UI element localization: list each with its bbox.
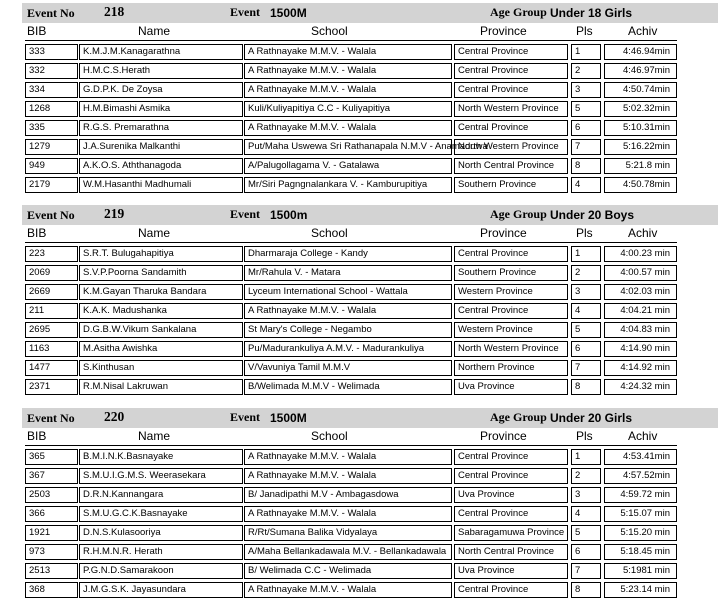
column-header-pls: Pls bbox=[576, 226, 593, 240]
cell-name: B.M.I.N.K.Basnayake bbox=[79, 449, 243, 465]
cell-school: R/Rt/Sumana Balika Vidyalaya bbox=[244, 525, 452, 541]
event-distance: 1500M bbox=[270, 6, 307, 20]
column-headers bbox=[0, 226, 718, 241]
table-row bbox=[0, 44, 718, 63]
table-row bbox=[0, 246, 718, 265]
cell-province: Central Province bbox=[454, 449, 568, 465]
cell-school: A Rathnayake M.M.V. - Walala bbox=[244, 63, 452, 79]
table-row bbox=[0, 341, 718, 360]
cell-bib: 368 bbox=[25, 582, 78, 598]
cell-bib: 223 bbox=[25, 246, 78, 262]
cell-province: Sabaragamuwa Province bbox=[454, 525, 568, 541]
cell-bib: 332 bbox=[25, 63, 78, 79]
column-header-bib: BIB bbox=[27, 226, 47, 240]
cell-achiv: 5:21.8 min bbox=[604, 158, 677, 174]
cell-bib: 1921 bbox=[25, 525, 78, 541]
cell-bib: 1279 bbox=[25, 139, 78, 155]
cell-achiv: 4:04.21 min bbox=[604, 303, 677, 319]
cell-name: S.M.U.I.G.M.S. Weerasekara bbox=[79, 468, 243, 484]
cell-bib: 366 bbox=[25, 506, 78, 522]
cell-achiv: 4:14.92 min bbox=[604, 360, 677, 376]
column-header-name: Name bbox=[138, 226, 171, 240]
event-header bbox=[22, 3, 718, 23]
cell-province: Southern Province bbox=[454, 265, 568, 281]
cell-province: Southern Province bbox=[454, 177, 568, 193]
column-header-school: School bbox=[311, 24, 348, 38]
cell-pl: 6 bbox=[571, 544, 601, 560]
cell-pl: 6 bbox=[571, 341, 601, 357]
cell-school: A Rathnayake M.M.V. - Walala bbox=[244, 506, 452, 522]
event-label: Event bbox=[230, 207, 260, 221]
cell-pl: 3 bbox=[571, 82, 601, 98]
cell-province: Uva Province bbox=[454, 379, 568, 395]
cell-school: Pu/Madurankuliya A.M.V. - Madurankuliya bbox=[244, 341, 452, 357]
cell-bib: 367 bbox=[25, 468, 78, 484]
age-group-value: Under 20 Boys bbox=[550, 208, 635, 222]
table-row bbox=[0, 449, 718, 468]
cell-province: North Western Province bbox=[454, 101, 568, 117]
column-header-achiv: Achiv bbox=[628, 24, 658, 38]
table-row bbox=[0, 139, 718, 158]
cell-school: A Rathnayake M.M.V. - Walala bbox=[244, 303, 452, 319]
cell-bib: 335 bbox=[25, 120, 78, 136]
column-header-pls: Pls bbox=[576, 24, 593, 38]
cell-pl: 1 bbox=[571, 246, 601, 262]
cell-school: A Rathnayake M.M.V. - Walala bbox=[244, 120, 452, 136]
cell-province: North Western Province bbox=[454, 139, 568, 155]
cell-province: North Central Province bbox=[454, 158, 568, 174]
cell-bib: 1477 bbox=[25, 360, 78, 376]
cell-achiv: 4:14.90 min bbox=[604, 341, 677, 357]
cell-name: R.G.S. Premarathna bbox=[79, 120, 243, 136]
cell-name: H.M.Bimashi Asmika bbox=[79, 101, 243, 117]
cell-achiv: 5:18.45 min bbox=[604, 544, 677, 560]
cell-achiv: 5:23.14 min bbox=[604, 582, 677, 598]
table-row bbox=[0, 303, 718, 322]
cell-school: Kuli/Kuliyapitiya C.C - Kuliyapitiya bbox=[244, 101, 452, 117]
cell-pl: 8 bbox=[571, 379, 601, 395]
column-header-name: Name bbox=[138, 429, 171, 443]
cell-school: St Mary's College - Negambo bbox=[244, 322, 452, 338]
header-divider bbox=[25, 445, 677, 446]
table-row bbox=[0, 582, 718, 601]
table-row bbox=[0, 265, 718, 284]
cell-name: S.Kinthusan bbox=[79, 360, 243, 376]
cell-bib: 333 bbox=[25, 44, 78, 60]
column-header-school: School bbox=[311, 226, 348, 240]
cell-pl: 8 bbox=[571, 158, 601, 174]
cell-name: K.A.K. Madushanka bbox=[79, 303, 243, 319]
table-row bbox=[0, 82, 718, 101]
cell-bib: 2695 bbox=[25, 322, 78, 338]
cell-name: D.R.N.Kannangara bbox=[79, 487, 243, 503]
cell-achiv: 4:00.23 min bbox=[604, 246, 677, 262]
cell-school: A Rathnayake M.M.V. - Walala bbox=[244, 449, 452, 465]
cell-school: A Rathnayake M.M.V. - Walala bbox=[244, 582, 452, 598]
event-distance: 1500M bbox=[270, 411, 307, 425]
cell-school: Dharmaraja College - Kandy bbox=[244, 246, 452, 262]
table-row bbox=[0, 487, 718, 506]
cell-name: S.M.U.G.C.K.Basnayake bbox=[79, 506, 243, 522]
table-row bbox=[0, 360, 718, 379]
event-no-label: Event No bbox=[27, 208, 75, 222]
cell-province: Central Province bbox=[454, 582, 568, 598]
cell-achiv: 4:04.83 min bbox=[604, 322, 677, 338]
cell-school: A Rathnayake M.M.V. - Walala bbox=[244, 82, 452, 98]
table-row bbox=[0, 379, 718, 398]
cell-name: G.D.P.K. De Zoysa bbox=[79, 82, 243, 98]
column-header-achiv: Achiv bbox=[628, 429, 658, 443]
cell-pl: 4 bbox=[571, 177, 601, 193]
cell-achiv: 4:50.74min bbox=[604, 82, 677, 98]
cell-school: A/Maha Bellankadawala M.V. - Bellankadawala bbox=[244, 544, 452, 560]
table-row bbox=[0, 158, 718, 177]
cell-pl: 3 bbox=[571, 487, 601, 503]
cell-achiv: 4:59.72 min bbox=[604, 487, 677, 503]
cell-name: W.M.Hasanthi Madhumali bbox=[79, 177, 243, 193]
cell-bib: 334 bbox=[25, 82, 78, 98]
column-header-school: School bbox=[311, 429, 348, 443]
cell-pl: 5 bbox=[571, 101, 601, 117]
cell-pl: 8 bbox=[571, 582, 601, 598]
cell-pl: 4 bbox=[571, 303, 601, 319]
cell-name: P.G.N.D.Samarakoon bbox=[79, 563, 243, 579]
table-row bbox=[0, 506, 718, 525]
cell-pl: 7 bbox=[571, 139, 601, 155]
cell-province: North Central Province bbox=[454, 544, 568, 560]
cell-pl: 2 bbox=[571, 468, 601, 484]
table-row bbox=[0, 284, 718, 303]
table-row bbox=[0, 101, 718, 120]
cell-name: K.M.Gayan Tharuka Bandara bbox=[79, 284, 243, 300]
cell-province: Central Province bbox=[454, 82, 568, 98]
cell-bib: 2669 bbox=[25, 284, 78, 300]
cell-name: R.H.M.N.R. Herath bbox=[79, 544, 243, 560]
cell-school: V/Vavuniya Tamil M.M.V bbox=[244, 360, 452, 376]
cell-achiv: 5:15.07 min bbox=[604, 506, 677, 522]
event-number: 220 bbox=[104, 409, 125, 424]
cell-bib: 2069 bbox=[25, 265, 78, 281]
event-no-label: Event No bbox=[27, 411, 75, 425]
cell-province: Western Province bbox=[454, 322, 568, 338]
cell-school: Lyceum International School - Wattala bbox=[244, 284, 452, 300]
cell-name: D.N.S.Kulasooriya bbox=[79, 525, 243, 541]
cell-bib: 365 bbox=[25, 449, 78, 465]
column-header-province: Province bbox=[480, 429, 527, 443]
column-headers bbox=[0, 429, 718, 444]
cell-pl: 5 bbox=[571, 322, 601, 338]
cell-pl: 2 bbox=[571, 265, 601, 281]
table-row bbox=[0, 525, 718, 544]
cell-achiv: 4:57.52min bbox=[604, 468, 677, 484]
cell-pl: 1 bbox=[571, 44, 601, 60]
column-headers bbox=[0, 24, 718, 39]
cell-pl: 4 bbox=[571, 506, 601, 522]
age-group-label: Age Group bbox=[490, 207, 547, 221]
cell-pl: 6 bbox=[571, 120, 601, 136]
cell-achiv: 4:50.78min bbox=[604, 177, 677, 193]
cell-achiv: 4:46.94min bbox=[604, 44, 677, 60]
cell-school: A Rathnayake M.M.V. - Walala bbox=[244, 468, 452, 484]
event-distance: 1500m bbox=[270, 208, 308, 222]
cell-achiv: 5:15.20 min bbox=[604, 525, 677, 541]
cell-bib: 2179 bbox=[25, 177, 78, 193]
cell-achiv: 5:02.32min bbox=[604, 101, 677, 117]
cell-bib: 1268 bbox=[25, 101, 78, 117]
cell-pl: 3 bbox=[571, 284, 601, 300]
cell-name: S.R.T. Bulugahapitiya bbox=[79, 246, 243, 262]
event-number: 218 bbox=[104, 4, 125, 19]
cell-school: A/Palugollagama V. - Gatalawa bbox=[244, 158, 452, 174]
cell-name: S.V.P.Poorna Sandamith bbox=[79, 265, 243, 281]
cell-bib: 1163 bbox=[25, 341, 78, 357]
event-label: Event bbox=[230, 410, 260, 424]
column-header-achiv: Achiv bbox=[628, 226, 658, 240]
cell-school: Put/Maha Uswewa Sri Rathanapala N.M.V - Anamaduwa bbox=[244, 139, 452, 155]
age-group-label: Age Group bbox=[490, 410, 547, 424]
cell-province: Central Province bbox=[454, 468, 568, 484]
cell-achiv: 4:24.32 min bbox=[604, 379, 677, 395]
event-header bbox=[22, 408, 718, 428]
cell-name: J.A.Surenika Malkanthi bbox=[79, 139, 243, 155]
cell-name: H.M.C.S.Herath bbox=[79, 63, 243, 79]
age-group-label: Age Group bbox=[490, 5, 547, 19]
cell-province: Uva Province bbox=[454, 487, 568, 503]
column-header-pls: Pls bbox=[576, 429, 593, 443]
cell-province: Central Province bbox=[454, 120, 568, 136]
cell-province: North Western Province bbox=[454, 341, 568, 357]
table-row bbox=[0, 120, 718, 139]
cell-bib: 2371 bbox=[25, 379, 78, 395]
event-label: Event bbox=[230, 5, 260, 19]
header-divider bbox=[25, 40, 677, 41]
event-no-label: Event No bbox=[27, 6, 75, 20]
event-header bbox=[22, 205, 718, 225]
cell-school: B/ Janadipathi M.V - Ambagasdowa bbox=[244, 487, 452, 503]
cell-name: K.M.J.M.Kanagarathna bbox=[79, 44, 243, 60]
cell-name: M.Asitha Awishka bbox=[79, 341, 243, 357]
cell-achiv: 5:10.31min bbox=[604, 120, 677, 136]
column-header-bib: BIB bbox=[27, 24, 47, 38]
column-header-province: Province bbox=[480, 24, 527, 38]
age-group-value: Under 20 Girls bbox=[550, 411, 633, 425]
cell-school: Mr/Siri Pagngnalankara V. - Kamburupitiya bbox=[244, 177, 452, 193]
cell-name: D.G.B.W.Vikum Sankalana bbox=[79, 322, 243, 338]
cell-province: Central Province bbox=[454, 63, 568, 79]
cell-pl: 7 bbox=[571, 360, 601, 376]
cell-province: Central Province bbox=[454, 506, 568, 522]
cell-bib: 973 bbox=[25, 544, 78, 560]
table-row bbox=[0, 468, 718, 487]
cell-pl: 5 bbox=[571, 525, 601, 541]
cell-name: J.M.G.S.K. Jayasundara bbox=[79, 582, 243, 598]
table-row bbox=[0, 177, 718, 196]
cell-bib: 949 bbox=[25, 158, 78, 174]
age-group-value: Under 18 Girls bbox=[550, 6, 633, 20]
table-row bbox=[0, 63, 718, 82]
header-divider bbox=[25, 242, 677, 243]
column-header-name: Name bbox=[138, 24, 171, 38]
cell-name: A.K.O.S. Aththanagoda bbox=[79, 158, 243, 174]
cell-pl: 2 bbox=[571, 63, 601, 79]
cell-achiv: 5:16.22min bbox=[604, 139, 677, 155]
table-row bbox=[0, 563, 718, 582]
event-number: 219 bbox=[104, 206, 125, 221]
cell-province: Central Province bbox=[454, 246, 568, 262]
cell-province: Central Province bbox=[454, 44, 568, 60]
cell-achiv: 4:46.97min bbox=[604, 63, 677, 79]
cell-bib: 211 bbox=[25, 303, 78, 319]
cell-name: R.M.Nisal Lakruwan bbox=[79, 379, 243, 395]
cell-bib: 2503 bbox=[25, 487, 78, 503]
column-header-bib: BIB bbox=[27, 429, 47, 443]
cell-school: A Rathnayake M.M.V. - Walala bbox=[244, 44, 452, 60]
cell-pl: 7 bbox=[571, 563, 601, 579]
cell-achiv: 5:1981 min bbox=[604, 563, 677, 579]
cell-province: Central Province bbox=[454, 303, 568, 319]
cell-achiv: 4:02.03 min bbox=[604, 284, 677, 300]
cell-achiv: 4:53.41min bbox=[604, 449, 677, 465]
column-header-province: Province bbox=[480, 226, 527, 240]
cell-school: B/ Welimada C.C - Welimada bbox=[244, 563, 452, 579]
table-row bbox=[0, 322, 718, 341]
cell-province: Uva Province bbox=[454, 563, 568, 579]
cell-achiv: 4:00.57 min bbox=[604, 265, 677, 281]
cell-province: Western Province bbox=[454, 284, 568, 300]
cell-pl: 1 bbox=[571, 449, 601, 465]
table-row bbox=[0, 544, 718, 563]
cell-school: Mr/Rahula V. - Matara bbox=[244, 265, 452, 281]
cell-bib: 2513 bbox=[25, 563, 78, 579]
cell-school: B/Welimada M.M.V - Welimada bbox=[244, 379, 452, 395]
cell-province: Northern Province bbox=[454, 360, 568, 376]
